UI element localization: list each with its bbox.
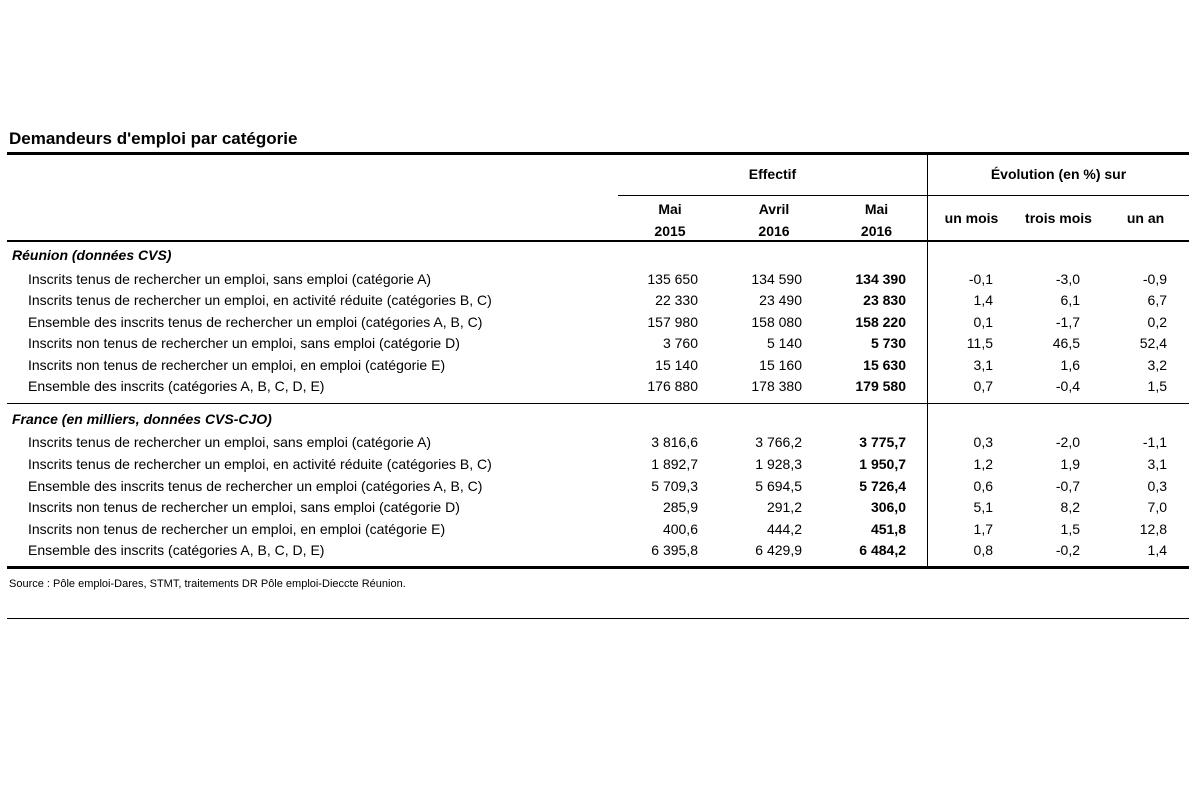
- header-col-avril-2016-year: 2016: [758, 223, 790, 239]
- row-label: Ensemble des inscrits tenus de rechercher un emploi (catégories A, B, C): [28, 478, 483, 494]
- cell-evol-trois-mois: -2,0: [1055, 434, 1080, 450]
- cell-mai-2015: 157 980: [647, 314, 698, 330]
- cell-mai-2015: 5 709,3: [651, 478, 698, 494]
- row-label: Inscrits non tenus de rechercher un emploi, en emploi (catégorie E): [28, 357, 446, 373]
- cell-evol-trois-mois: -0,4: [1055, 378, 1080, 394]
- section-heading-france: France (en milliers, données CVS-CJO): [12, 411, 272, 427]
- table-row: [0, 476, 1200, 497]
- cell-evol-un-mois: 0,3: [973, 434, 993, 450]
- cell-evol-un-mois: 0,8: [973, 542, 993, 558]
- cell-evol-un-an: 1,5: [1147, 378, 1167, 394]
- cell-mai-2015: 285,9: [662, 499, 698, 515]
- table-row: [0, 312, 1200, 333]
- cell-evol-un-mois: 3,1: [973, 357, 993, 373]
- cell-evol-un-an: 0,2: [1147, 314, 1167, 330]
- table-row: [0, 333, 1200, 354]
- cell-evol-trois-mois: 46,5: [1052, 335, 1080, 351]
- cell-evol-trois-mois: 1,9: [1060, 456, 1080, 472]
- cell-avril-2016: 5 694,5: [755, 478, 802, 494]
- cell-mai-2016: 451,8: [870, 521, 906, 537]
- table-row: [0, 355, 1200, 376]
- table-row: [0, 519, 1200, 540]
- row-label: Ensemble des inscrits tenus de rechercher un emploi (catégories A, B, C): [28, 314, 483, 330]
- top-rule: [7, 152, 1189, 155]
- cell-evol-un-an: 1,4: [1147, 542, 1167, 558]
- cell-mai-2015: 135 650: [647, 271, 698, 287]
- cell-evol-trois-mois: -0,2: [1055, 542, 1080, 558]
- cell-mai-2016: 5 726,4: [859, 478, 906, 494]
- header-col-un-an: un an: [1126, 210, 1165, 226]
- header-bottom-rule: [7, 240, 1189, 242]
- header-col-mai-2016-month: Mai: [864, 201, 889, 217]
- cell-avril-2016: 23 490: [759, 292, 802, 308]
- cell-evol-trois-mois: -3,0: [1055, 271, 1080, 287]
- row-label: Inscrits tenus de rechercher un emploi, sans emploi (catégorie A): [28, 271, 432, 287]
- cell-evol-un-mois: 11,5: [966, 335, 993, 351]
- header-col-mai-2016-year: 2016: [860, 223, 893, 239]
- row-label: Ensemble des inscrits (catégories A, B, C, D, E): [28, 542, 325, 558]
- cell-evol-un-mois: 0,6: [973, 478, 993, 494]
- section-heading-reunion: Réunion (données CVS): [12, 247, 172, 263]
- cell-evol-trois-mois: 1,6: [1060, 357, 1080, 373]
- cell-mai-2016: 6 484,2: [859, 542, 906, 558]
- table-row: [0, 454, 1200, 475]
- header-col-avril-2016: [722, 198, 826, 242]
- table-row: [0, 376, 1200, 397]
- section-divider: [7, 403, 1189, 404]
- row-label: Inscrits non tenus de rechercher un emploi, sans emploi (catégorie D): [28, 499, 460, 515]
- header-col-mai-2015-month: Mai: [658, 201, 682, 217]
- cell-mai-2016: 5 730: [870, 335, 906, 351]
- table-title: Demandeurs d'emploi par catégorie: [9, 129, 298, 148]
- cell-evol-un-mois: 0,7: [973, 378, 993, 394]
- cell-evol-trois-mois: 6,1: [1060, 292, 1080, 308]
- row-label: Inscrits tenus de rechercher un emploi, en activité réduite (catégories B, C): [28, 456, 492, 472]
- cell-mai-2015: 22 330: [655, 292, 698, 308]
- cell-evol-un-an: 12,8: [1139, 521, 1167, 537]
- cell-evol-un-mois: 5,1: [973, 499, 993, 515]
- cell-evol-un-an: 3,2: [1147, 357, 1167, 373]
- cell-avril-2016: 3 766,2: [755, 434, 802, 450]
- cell-avril-2016: 444,2: [766, 521, 802, 537]
- cell-avril-2016: 5 140: [766, 335, 802, 351]
- cell-mai-2015: 1 892,7: [651, 456, 698, 472]
- table-row: [0, 497, 1200, 518]
- cell-avril-2016: 291,2: [766, 499, 802, 515]
- cell-evol-un-mois: -0,1: [968, 271, 993, 287]
- row-label: Inscrits non tenus de rechercher un emploi, sans emploi (catégorie D): [28, 335, 460, 351]
- cell-mai-2015: 176 880: [647, 378, 698, 394]
- footer-rule: [7, 618, 1189, 619]
- cell-evol-un-mois: 1,2: [973, 456, 993, 472]
- header-col-trois-mois: trois mois: [1025, 210, 1092, 226]
- cell-mai-2016: 179 580: [855, 378, 906, 394]
- cell-avril-2016: 6 429,9: [755, 542, 802, 558]
- bottom-rule: [7, 566, 1189, 569]
- row-label: Inscrits tenus de rechercher un emploi, en activité réduite (catégories B, C): [28, 292, 492, 308]
- cell-evol-un-an: 52,4: [1139, 335, 1167, 351]
- table-row: [0, 290, 1200, 311]
- cell-evol-un-an: 7,0: [1147, 499, 1167, 515]
- row-label: Ensemble des inscrits (catégories A, B, C, D, E): [28, 378, 325, 394]
- cell-evol-un-an: 0,3: [1147, 478, 1167, 494]
- cell-mai-2016: 23 830: [863, 292, 906, 308]
- header-col-mai-2015: [618, 198, 722, 242]
- cell-mai-2015: 6 395,8: [651, 542, 698, 558]
- row-label: Inscrits tenus de rechercher un emploi, sans emploi (catégorie A): [28, 434, 432, 450]
- table-row: [0, 432, 1200, 453]
- source-note: Source : Pôle emploi-Dares, STMT, traitements DR Pôle emploi-Dieccte Réunion.: [9, 578, 406, 590]
- cell-mai-2016: 1 950,7: [859, 456, 906, 472]
- cell-evol-un-mois: 1,4: [973, 292, 993, 308]
- cell-mai-2015: 400,6: [662, 521, 698, 537]
- header-effectif: Effectif: [748, 166, 797, 182]
- cell-evol-un-an: -0,9: [1142, 271, 1167, 287]
- cell-evol-un-mois: 1,7: [973, 521, 993, 537]
- cell-evol-un-an: 3,1: [1147, 456, 1167, 472]
- cell-evol-un-mois: 0,1: [973, 314, 993, 330]
- header-col-mai-2015-year: 2015: [654, 223, 686, 239]
- cell-evol-trois-mois: 1,5: [1060, 521, 1080, 537]
- cell-avril-2016: 134 590: [751, 271, 802, 287]
- table-row: [0, 540, 1200, 561]
- header-col-mai-2016: [826, 198, 927, 242]
- cell-avril-2016: 1 928,3: [755, 456, 802, 472]
- table-row: [0, 269, 1200, 290]
- cell-evol-trois-mois: -0,7: [1055, 478, 1080, 494]
- cell-mai-2016: 15 630: [863, 357, 906, 373]
- cell-evol-un-an: 6,7: [1147, 292, 1167, 308]
- cell-mai-2015: 15 140: [655, 357, 698, 373]
- header-col-avril-2016-month: Avril: [758, 201, 790, 217]
- cell-mai-2016: 134 390: [855, 271, 906, 287]
- cell-mai-2016: 306,0: [870, 499, 906, 515]
- header-group-rule: [618, 195, 1189, 196]
- cell-avril-2016: 158 080: [751, 314, 802, 330]
- header-col-un-mois: un mois: [944, 210, 999, 226]
- cell-avril-2016: 15 160: [759, 357, 802, 373]
- row-label: Inscrits non tenus de rechercher un emploi, en emploi (catégorie E): [28, 521, 446, 537]
- cell-mai-2016: 3 775,7: [859, 434, 906, 450]
- cell-evol-trois-mois: -1,7: [1055, 314, 1080, 330]
- header-evolution: Évolution (en %) sur: [990, 166, 1127, 182]
- cell-mai-2016: 158 220: [855, 314, 906, 330]
- cell-avril-2016: 178 380: [751, 378, 802, 394]
- cell-evol-trois-mois: 8,2: [1060, 499, 1080, 515]
- cell-evol-un-an: -1,1: [1142, 434, 1167, 450]
- cell-mai-2015: 3 816,6: [651, 434, 698, 450]
- cell-mai-2015: 3 760: [662, 335, 698, 351]
